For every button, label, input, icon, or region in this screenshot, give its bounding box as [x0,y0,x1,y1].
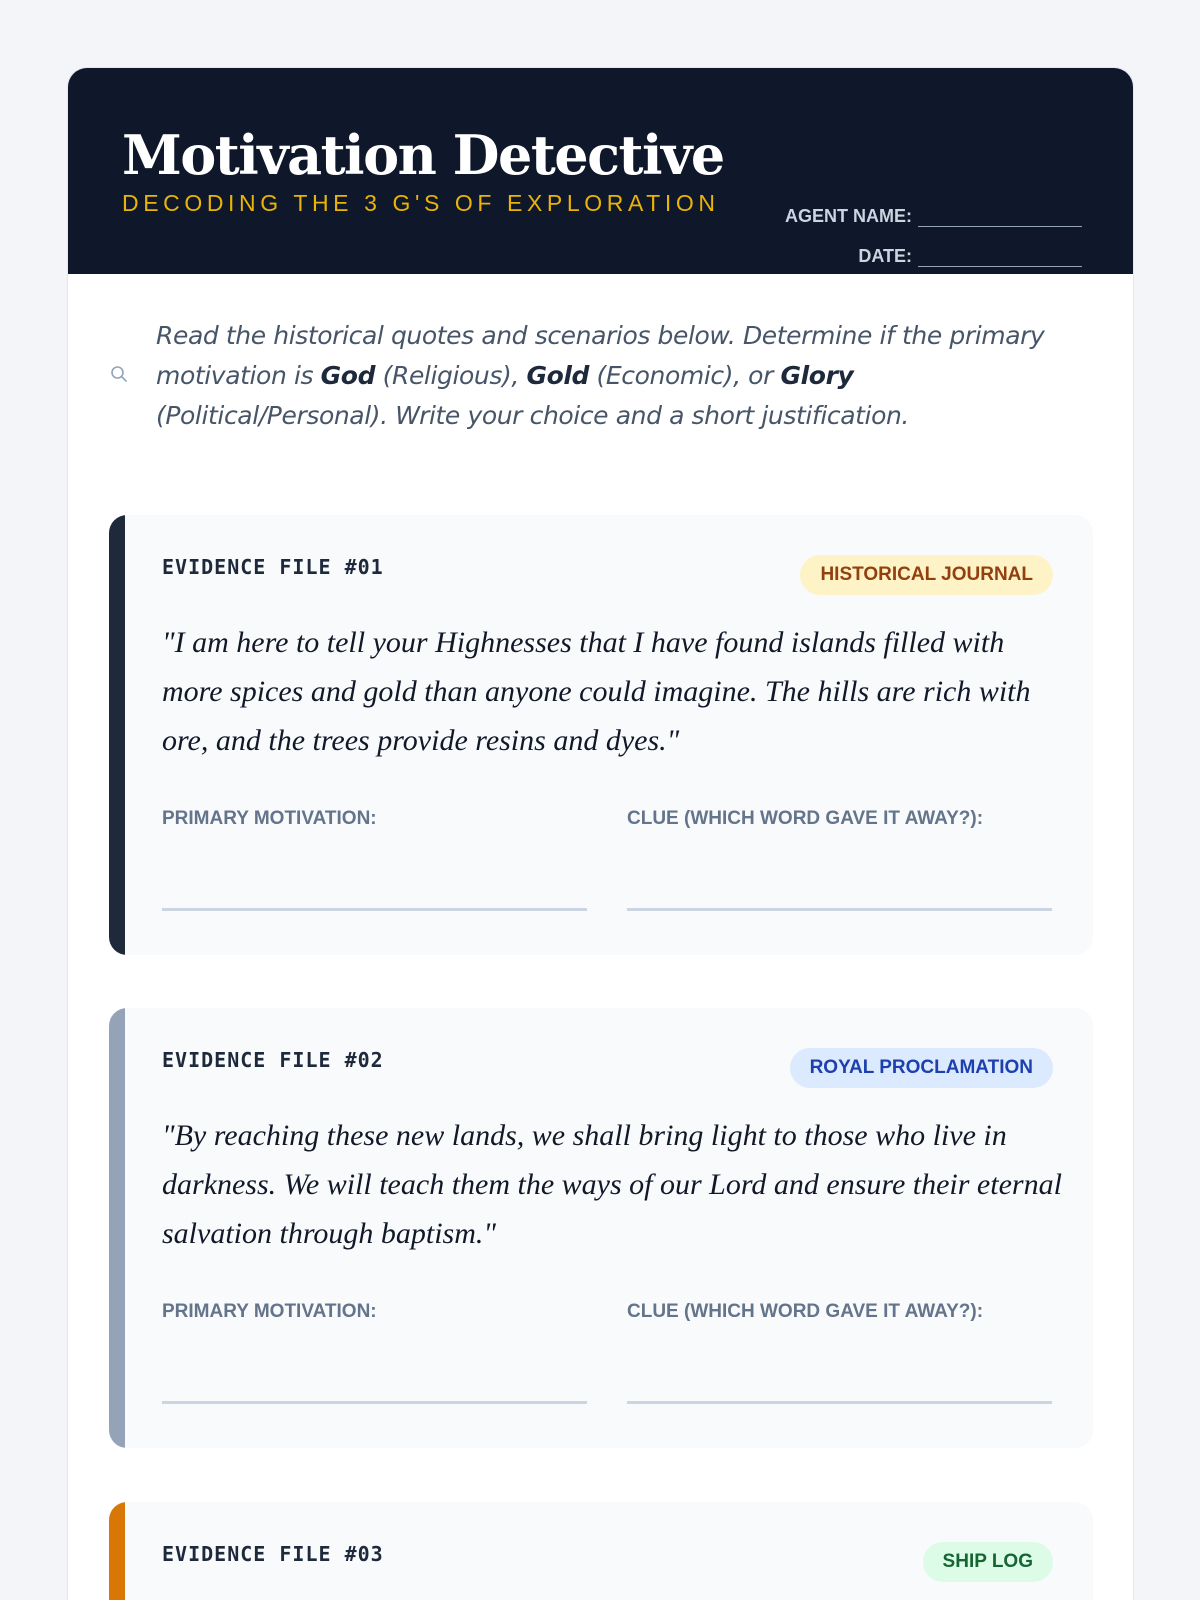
evidence-card [109,515,1093,955]
god-term: God [320,361,376,390]
worksheet [67,67,1134,1600]
card-accent-stripe [109,1502,125,1600]
gold-term: Gold [526,361,590,390]
card-accent-stripe [109,515,125,955]
evidence-quote: "By reaching these new lands, we shall bring light to those who live in darkness. We will teach them the ways of our Lord and ensure their eternal salvation through baptism." [162,1119,1062,1250]
evidence-quote: "I am here to tell your Highnesses that I have found islands filled with more spices and gold than anyone could imagine. The hills are rich with ore, and the trees provide resins and dyes." [162,626,1031,757]
worksheet-header [68,68,1134,274]
evidence-file-label: EVIDENCE FILE #01 [162,555,384,579]
evidence-card [109,1008,1093,1448]
page-subtitle: DECODING THE 3 G'S OF EXPLORATION [122,190,720,216]
glory-term: Glory [780,361,854,390]
source-badge: ROYAL PROCLAMATION [790,1048,1053,1088]
search-icon [110,365,128,383]
agent-name-label: AGENT NAME: [785,206,912,226]
date-label: DATE: [858,246,912,266]
page-title: Motivation Detective [122,123,724,187]
primary-motivation-label: PRIMARY MOTIVATION: [162,1301,377,1322]
source-badge: SHIP LOG [923,1542,1053,1582]
evidence-card [109,1502,1093,1600]
clue-field[interactable] [627,1401,1052,1404]
date-row [858,246,1082,267]
evidence-file-label: EVIDENCE FILE #02 [162,1048,384,1072]
date-field[interactable] [918,247,1082,267]
agent-name-row [785,206,1082,227]
clue-field[interactable] [627,908,1052,911]
clue-label: CLUE (WHICH WORD GAVE IT AWAY?): [627,808,984,829]
card-accent-stripe [109,1008,125,1448]
clue-label: CLUE (WHICH WORD GAVE IT AWAY?): [627,1301,984,1322]
primary-motivation-field[interactable] [162,908,587,911]
evidence-file-label: EVIDENCE FILE #03 [162,1542,384,1566]
primary-motivation-field[interactable] [162,1401,587,1404]
source-badge: HISTORICAL JOURNAL [800,555,1053,595]
instructions-text: Read the historical quotes and scenarios below. Determine if the primary motivation is God (Religious), Gold (Economic), or Glory (Political/Personal). Write your choice and a short justification. [156,321,1045,430]
primary-motivation-label: PRIMARY MOTIVATION: [162,808,377,829]
agent-name-field[interactable] [918,207,1082,227]
